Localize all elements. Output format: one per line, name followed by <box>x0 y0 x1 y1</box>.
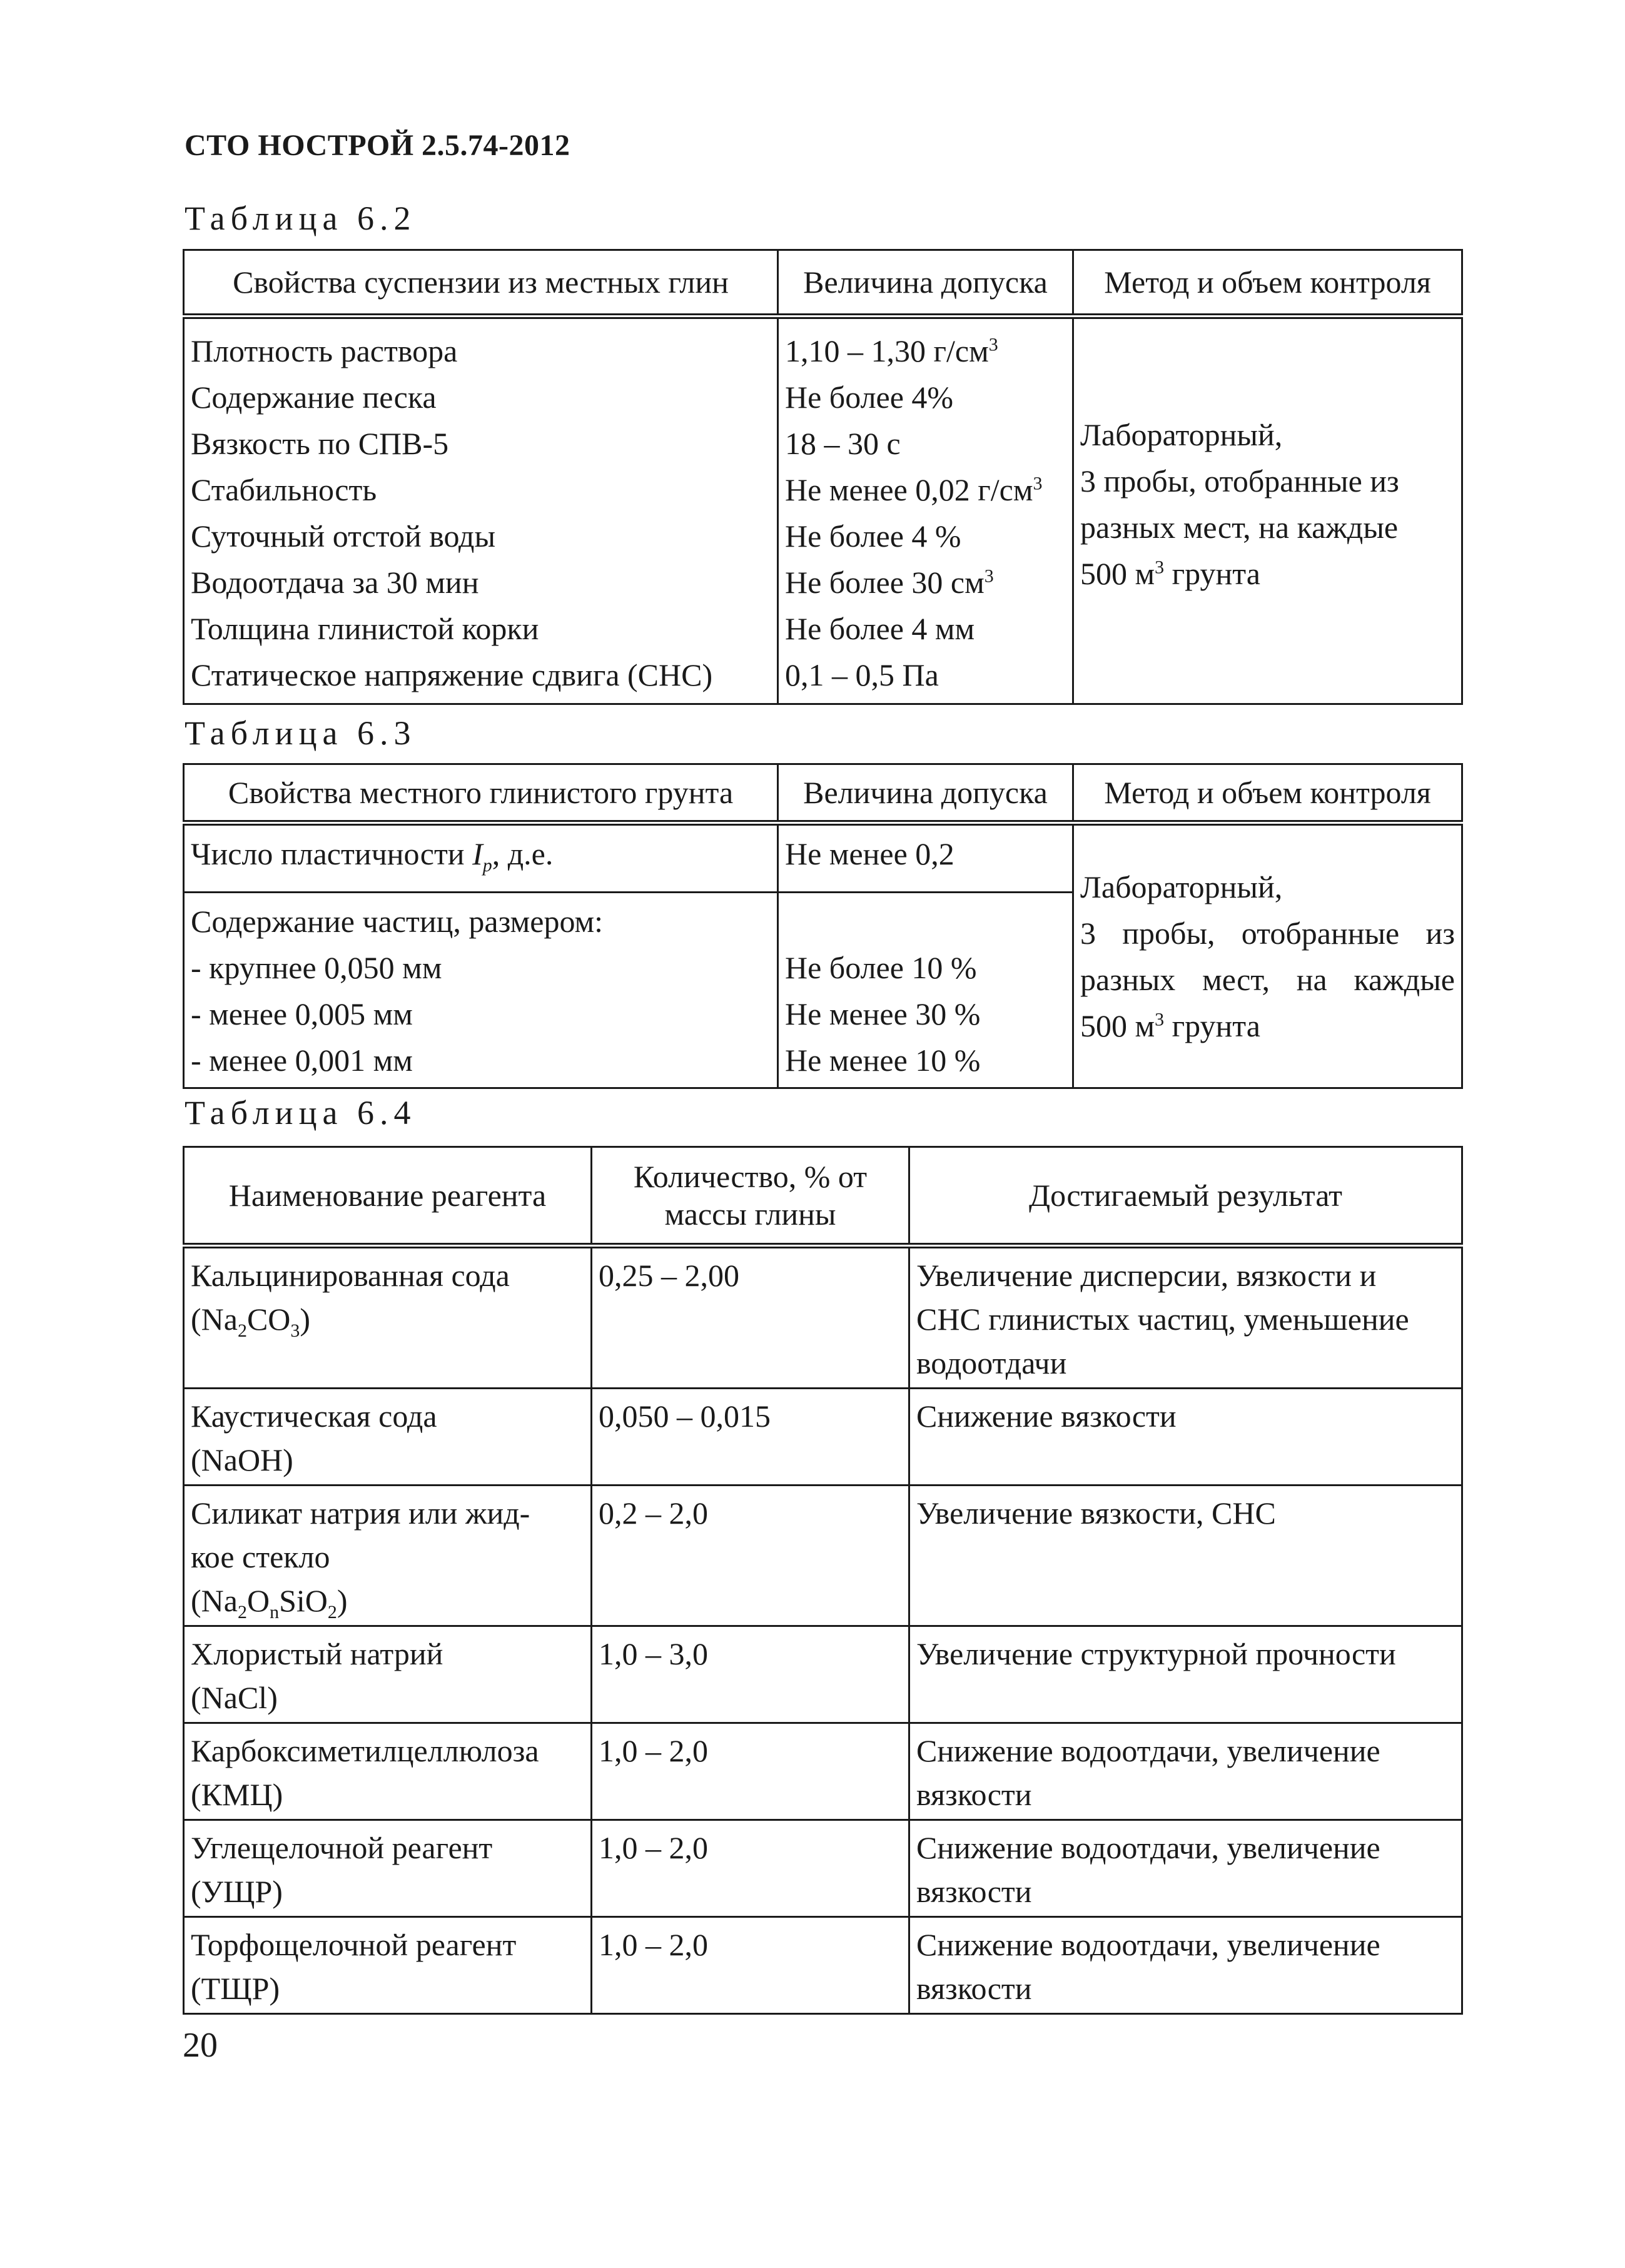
column-header: Наименование реагента <box>184 1147 592 1246</box>
tolerance-value: Не менее 0,2 <box>785 836 954 871</box>
property-name: Водоотдача за 30 мин <box>191 565 479 600</box>
header-line: массы глины <box>664 1197 836 1232</box>
result-line: вязкости <box>916 1874 1032 1909</box>
property-name: - менее 0,005 мм <box>191 996 413 1031</box>
result-line: Снижение водоотдачи, увеличение <box>916 1927 1380 1962</box>
result-line: вязкости <box>916 1971 1032 2006</box>
reagent-name: Хлористый натрий <box>191 1636 443 1671</box>
property-name: Содержание песка <box>191 380 437 415</box>
header-line: Количество, % от <box>633 1159 868 1194</box>
property-cell <box>184 823 778 893</box>
result-cell <box>909 1389 1462 1486</box>
result-line: вязкости <box>916 1777 1032 1812</box>
method-line: 500 $м^3$ грунта <box>1080 1008 1260 1043</box>
quantity-cell: 1,0 – 2,0 <box>592 1723 909 1820</box>
control-method-cell <box>1073 316 1462 704</box>
table-row <box>184 1917 1462 2014</box>
reagent-formula: $(Na_2O_nSiO_2)$ <box>191 1583 348 1623</box>
table-6-3-caption: Таблица 6.3 <box>185 714 417 752</box>
reagent-formula: (NaCl) <box>191 1680 278 1715</box>
table-row <box>184 1389 1462 1486</box>
table-row <box>184 1723 1462 1820</box>
property-name: Статическое напряжение сдвига (СНС) <box>191 657 713 692</box>
result-line: водоотдачи <box>916 1345 1067 1380</box>
quantity-cell: 1,0 – 2,0 <box>592 1917 909 2014</box>
document-code: СТО НОСТРОЙ 2.5.74-2012 <box>185 129 570 162</box>
reagent-cell <box>184 1486 592 1626</box>
property-name: - крупнее 0,050 мм <box>191 950 442 985</box>
table-row <box>184 1486 1462 1626</box>
reagent-name: Углещелочной реагент <box>191 1830 493 1865</box>
property-name: Суточный отстой воды <box>191 519 496 554</box>
result-line: Снижение водоотдачи, увеличение <box>916 1733 1380 1768</box>
property-cell <box>184 893 778 1088</box>
table-row <box>184 823 1462 893</box>
reagent-name: Силикат натрия или жид- <box>191 1496 530 1531</box>
method-line: разных мест, на каждые <box>1080 510 1399 545</box>
reagent-name: Карбоксиметилцеллюлоза <box>191 1733 539 1768</box>
reagent-cell <box>184 1389 592 1486</box>
result-line: СНС глинистых частиц, уменьшение <box>916 1302 1409 1337</box>
method-line: Лабораторный, <box>1080 869 1283 904</box>
quantity-cell: 1,0 – 2,0 <box>592 1820 909 1917</box>
tolerance-value: Не более 10 % <box>785 950 977 985</box>
tolerance-value: Не более 30 $см^3$ <box>785 565 994 600</box>
tolerance-value: Не менее 10 % <box>785 1043 981 1078</box>
table-6-4-caption: Таблица 6.4 <box>185 1094 417 1131</box>
reagent-name: Каустическая сода <box>191 1399 437 1434</box>
control-method-cell <box>1073 823 1462 1088</box>
property-name: Плотность раствора <box>191 333 458 368</box>
table-6-2 <box>183 249 1463 705</box>
result-cell <box>909 1246 1462 1389</box>
reagent-cell <box>184 1246 592 1389</box>
column-header: Достигаемый результат <box>909 1147 1462 1246</box>
result-line: Увеличение вязкости, СНС <box>916 1496 1276 1531</box>
tolerance-value: Не более 4 мм <box>785 611 975 646</box>
tolerance-cell <box>778 823 1073 893</box>
result-cell <box>909 1917 1462 2014</box>
property-name: - менее 0,001 мм <box>191 1043 413 1078</box>
tolerance-value: Не менее 0,02 $г/см^3$ <box>785 472 1043 507</box>
reagent-formula: (КМЦ) <box>191 1777 283 1812</box>
property-name: Содержание частиц, размером: <box>191 904 604 939</box>
column-header: Свойства местного глинистого грунта <box>184 764 778 823</box>
result-line: Снижение водоотдачи, увеличение <box>916 1830 1380 1865</box>
table-6-4 <box>183 1146 1463 2015</box>
column-header: Свойства суспензии из местных глин <box>184 250 778 316</box>
property-name: Число пластичности $I_p$, д.е. <box>191 836 554 876</box>
property-name: Толщина глинистой корки <box>191 611 539 646</box>
quantity-cell: 0,2 – 2,0 <box>592 1486 909 1626</box>
table-header-row <box>184 250 1462 316</box>
column-header: Метод и объем контроля <box>1073 250 1462 316</box>
reagent-formula: (УЩР) <box>191 1874 283 1909</box>
reagent-cell <box>184 1626 592 1723</box>
result-cell <box>909 1723 1462 1820</box>
reagent-name: Торфощелочной реагент <box>191 1927 517 1962</box>
result-line: Увеличение дисперсии, вязкости и <box>916 1258 1377 1293</box>
reagent-formula: $(Na_2CO_3)$ <box>191 1302 311 1341</box>
tolerance-value: Не более 4% <box>785 380 954 415</box>
column-header: Величина допуска <box>778 250 1073 316</box>
reagent-cell <box>184 1917 592 2014</box>
quantity-cell: 1,0 – 3,0 <box>592 1626 909 1723</box>
table-header-row <box>184 764 1462 823</box>
tolerance-value: 1,10 – 1,30 $г/см^3$ <box>785 333 998 368</box>
tolerance-value: 0,1 – 0,5 Па <box>785 657 939 692</box>
result-line: Увеличение структурной прочности <box>916 1636 1396 1671</box>
table-row <box>184 1246 1462 1389</box>
tolerance-cell <box>778 316 1073 704</box>
property-cell <box>184 316 778 704</box>
reagent-cell <box>184 1723 592 1820</box>
property-name: Вязкость по СПВ-5 <box>191 426 449 461</box>
column-header <box>592 1147 909 1246</box>
method-line: разных мест, на каждые <box>1080 962 1455 997</box>
reagent-formula: (ТЩР) <box>191 1971 280 2006</box>
reagent-name: Кальцинированная сода <box>191 1258 510 1293</box>
tolerance-value: Не более 4 % <box>785 519 961 554</box>
column-header: Величина допуска <box>778 764 1073 823</box>
reagent-formula: (NaOH) <box>191 1442 293 1477</box>
table-row <box>184 1626 1462 1723</box>
result-cell <box>909 1486 1462 1626</box>
table-row <box>184 1820 1462 1917</box>
table-row <box>184 316 1462 704</box>
method-line: 3 пробы, отобранные из <box>1080 463 1399 499</box>
page-number: 20 <box>183 2026 218 2065</box>
reagent-name: кое стекло <box>191 1539 330 1574</box>
method-line: Лабораторный, <box>1080 417 1283 452</box>
tolerance-value: 18 – 30 с <box>785 426 901 461</box>
reagent-cell <box>184 1820 592 1917</box>
method-line: 500 $м^3$ грунта <box>1080 556 1260 591</box>
method-line: 3 пробы, отобранные из <box>1080 916 1455 951</box>
table-6-3 <box>183 763 1463 1089</box>
quantity-cell: 0,25 – 2,00 <box>592 1246 909 1389</box>
result-cell <box>909 1820 1462 1917</box>
tolerance-value: Не менее 30 % <box>785 996 981 1031</box>
table-header-row <box>184 1147 1462 1246</box>
property-name: Стабильность <box>191 472 377 507</box>
result-cell <box>909 1626 1462 1723</box>
result-line: Снижение вязкости <box>916 1399 1177 1434</box>
table-6-2-caption: Таблица 6.2 <box>185 200 417 237</box>
column-header: Метод и объем контроля <box>1073 764 1462 823</box>
quantity-cell: 0,050 – 0,015 <box>592 1389 909 1486</box>
tolerance-cell <box>778 893 1073 1088</box>
